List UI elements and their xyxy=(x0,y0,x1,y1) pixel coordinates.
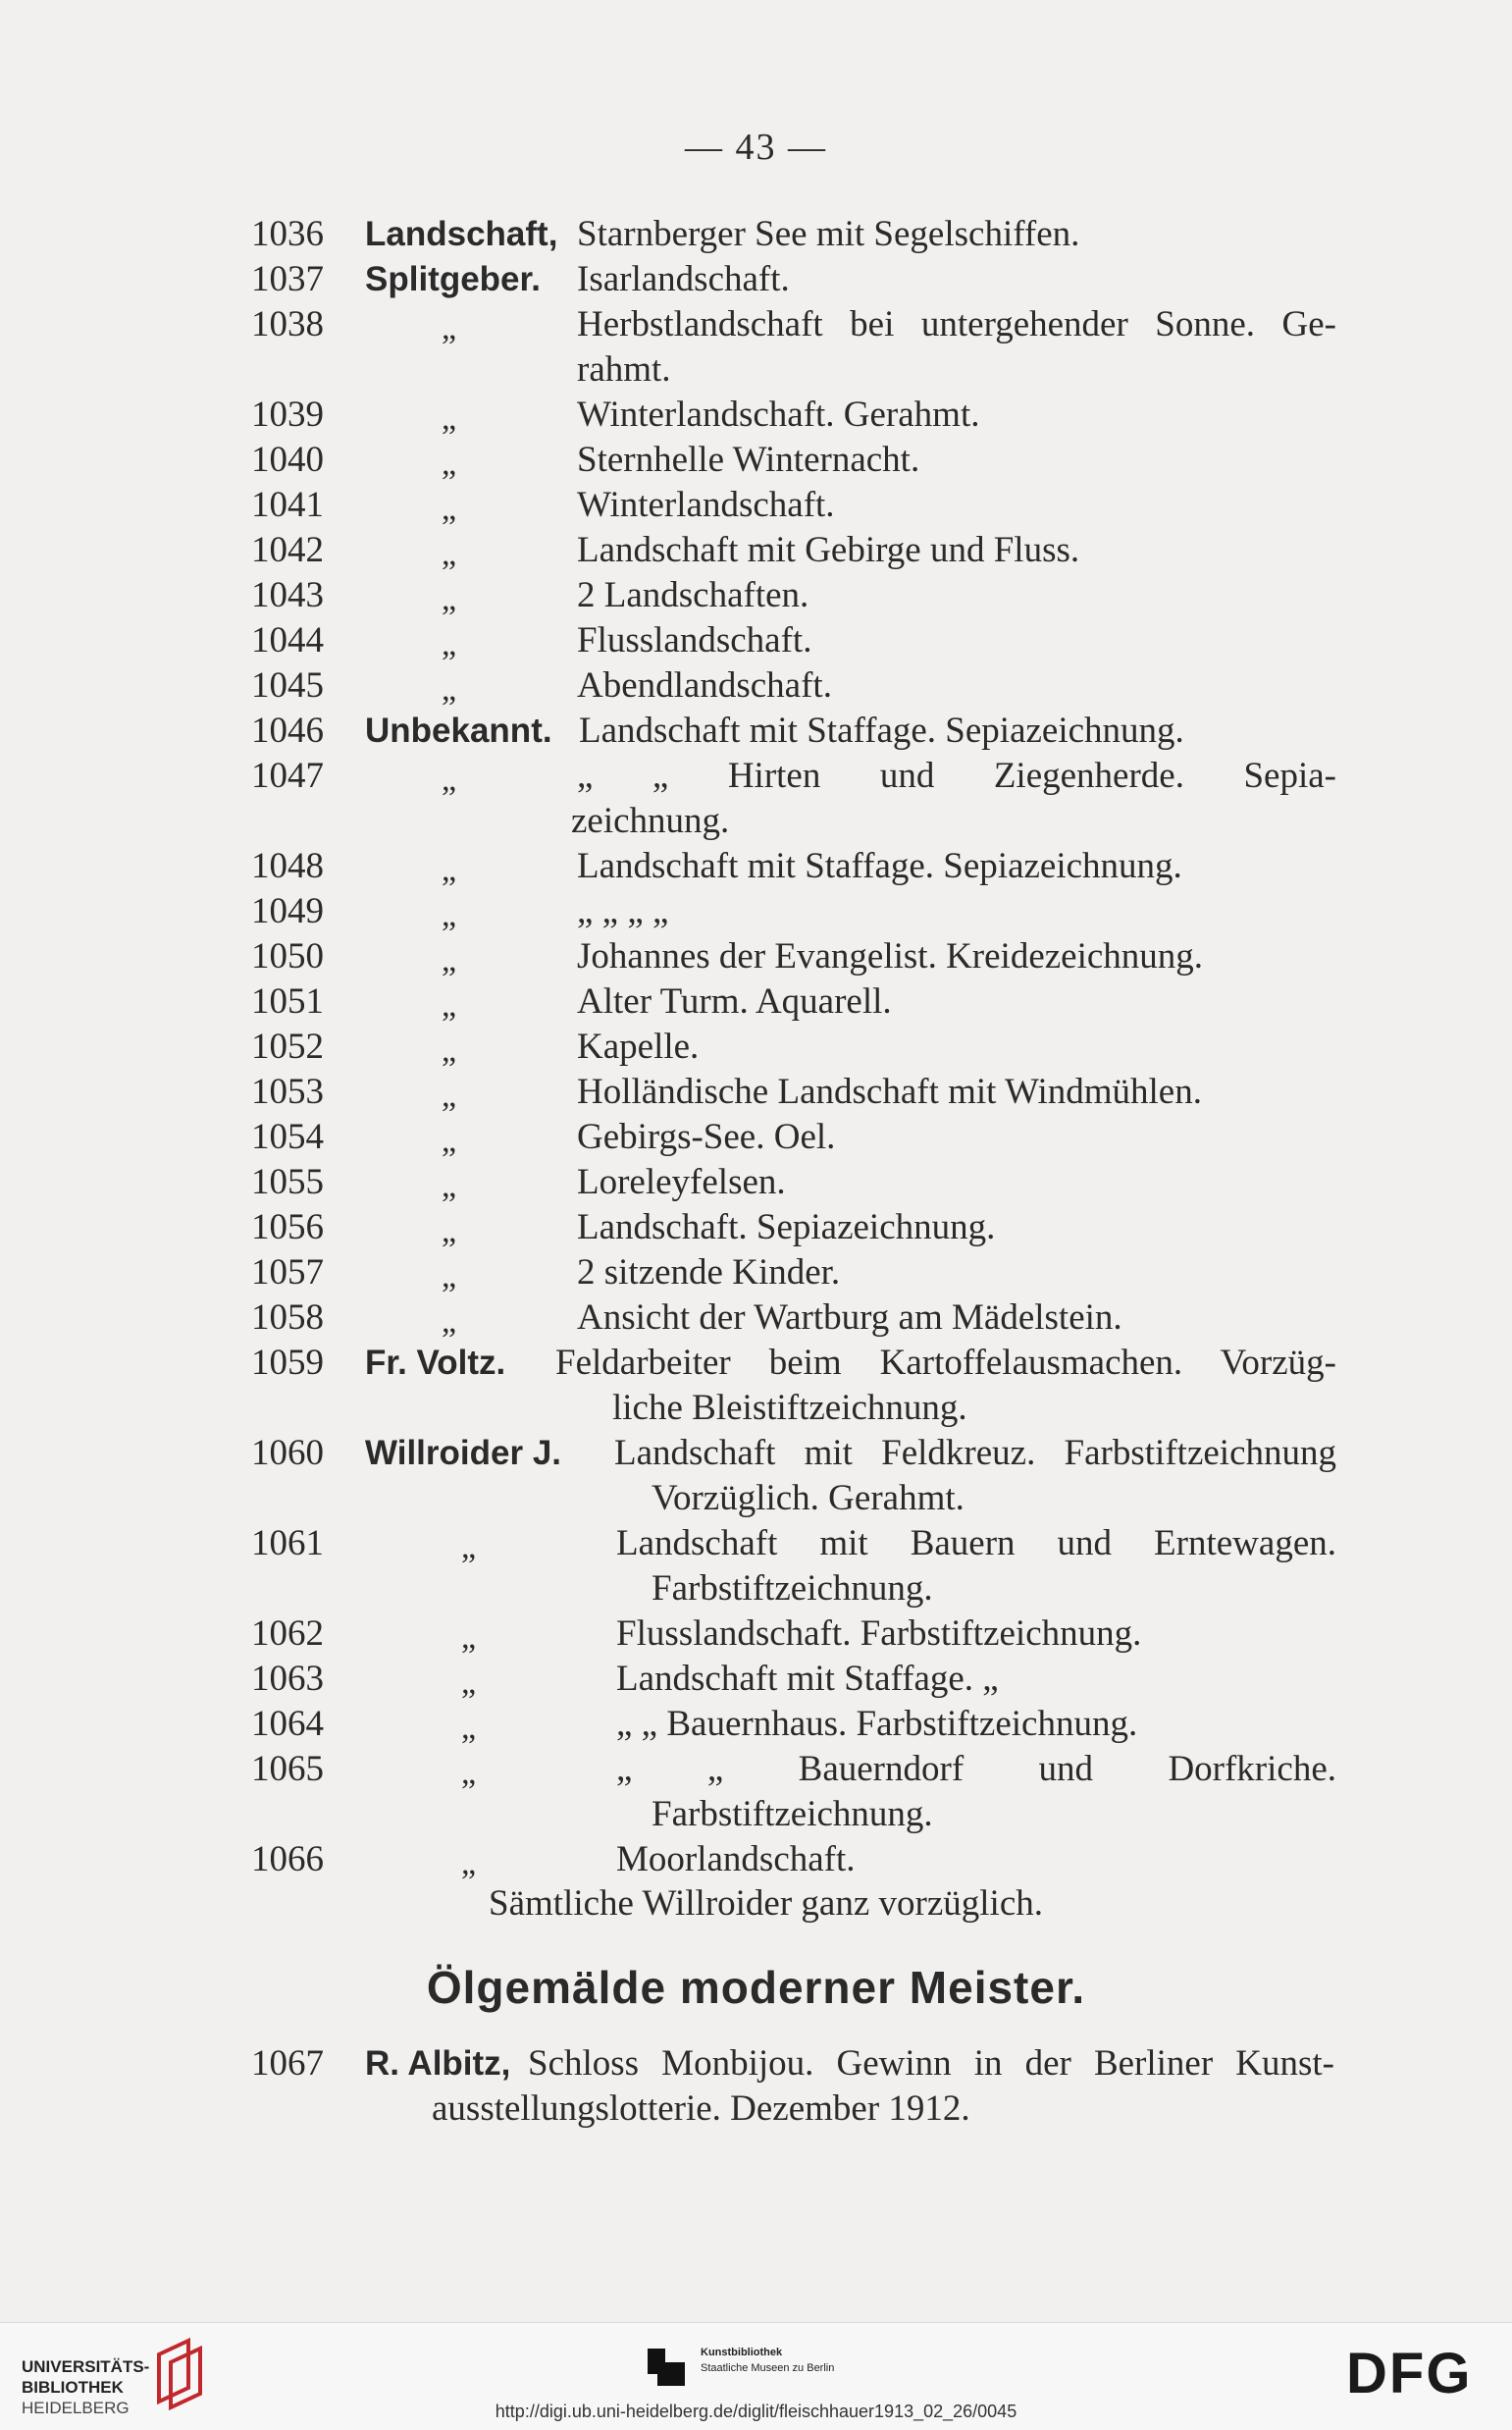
entry-description-line1: 2 Landschaften. xyxy=(577,575,809,615)
dfg-logo: DFG xyxy=(1346,2342,1473,2405)
entry-description xyxy=(577,889,668,934)
entry-description-line1: Ansicht der Wartburg am Mädelstein. xyxy=(577,1297,1122,1338)
entry-description-line1: Loreleyfelsen. xyxy=(577,1162,786,1202)
entry-number: 1060 xyxy=(251,1433,324,1473)
entry-description-line1: Landschaft. Sepiazeichnung. xyxy=(577,1207,996,1247)
entry-number: 1038 xyxy=(251,304,324,344)
entry-description-line1: Flusslandschaft. xyxy=(577,620,812,660)
entry-description xyxy=(577,754,1336,799)
entry-number: 1044 xyxy=(251,620,324,660)
entry-description xyxy=(616,1657,999,1702)
catalog-entry xyxy=(0,438,1512,483)
entry-description xyxy=(577,1205,995,1250)
catalog-entry xyxy=(0,393,1512,438)
entry-ditto-mark: „ xyxy=(461,1755,477,1791)
entry-description-line1: Isarlandschaft. xyxy=(577,259,790,299)
entry-number: 1063 xyxy=(251,1659,324,1699)
catalog-entry xyxy=(0,257,1512,302)
entry-ditto-mark: „ xyxy=(442,897,457,933)
entry-artist: Landschaft, xyxy=(365,215,558,253)
entry-description xyxy=(577,1070,1202,1115)
entry-description xyxy=(616,1702,1137,1747)
catalog-entry xyxy=(0,212,1512,257)
entry-description-line1: Schloss Monbijou. Gewinn in der Berliner Kunst- xyxy=(528,2043,1334,2084)
catalog-entry xyxy=(0,934,1512,979)
entry-ditto-mark: „ xyxy=(442,581,457,617)
catalog-entry xyxy=(0,889,1512,934)
entry-description xyxy=(555,1341,1336,1386)
entry-number: 1045 xyxy=(251,665,324,706)
entry-number: 1039 xyxy=(251,395,324,435)
catalog-entry xyxy=(0,1657,1512,1702)
entry-artist: R. Albitz, xyxy=(365,2044,511,2083)
entry-ditto-mark: „ xyxy=(461,1619,477,1656)
entry-artist: Splitgeber. xyxy=(365,260,541,298)
catalog-entry xyxy=(0,573,1512,618)
entry-description-line2: ausstellungslotterie. Dezember 1912. xyxy=(432,2088,970,2129)
entry-description xyxy=(577,1250,840,1295)
entry-description-line2: rahmt. xyxy=(577,349,671,390)
catalog-entries xyxy=(0,212,1512,1882)
entry-description xyxy=(616,1747,1336,1792)
willroider-summary: Sämtliche Willroider ganz vorzüglich. xyxy=(489,1883,1043,1924)
entry-number: 1048 xyxy=(251,846,324,886)
catalog-entry xyxy=(0,528,1512,573)
kunstbibliothek-logo-icon xyxy=(644,2345,689,2390)
catalog-entry xyxy=(0,1611,1512,1657)
entry-description-line1: Landschaft mit Staffage. Sepiazeichnung. xyxy=(579,711,1184,751)
entry-ditto-mark: „ xyxy=(442,626,457,662)
entry-ditto-mark: „ xyxy=(442,310,457,346)
entry-description-line1: Landschaft mit Gebirge und Fluss. xyxy=(577,530,1080,570)
section-heading: Ölgemälde moderner Meister. xyxy=(426,1962,1086,2013)
catalog-entry xyxy=(0,1115,1512,1160)
entry-description-line1: Alter Turm. Aquarell. xyxy=(577,981,892,1022)
entry-number: 1049 xyxy=(251,891,324,931)
entry-ditto-mark: „ xyxy=(442,491,457,527)
entry-ditto-mark: „ xyxy=(442,446,457,482)
entry-description xyxy=(577,1160,786,1205)
entry-description-line2: Vorzüglich. Gerahmt. xyxy=(652,1478,965,1518)
catalog-entry xyxy=(0,618,1512,663)
ub-line3: HEIDELBERG xyxy=(22,2399,130,2417)
ub-line2: BIBLIOTHEK xyxy=(22,2378,124,2397)
entry-ditto-mark: „ xyxy=(442,852,457,888)
entry-description-line1: Sternhelle Winternacht. xyxy=(577,440,920,480)
entry-number: 1064 xyxy=(251,1704,324,1744)
entry-description xyxy=(616,1837,856,1882)
entry-description-line1: „ „ „ „ xyxy=(577,891,669,931)
entry-number: 1057 xyxy=(251,1252,324,1293)
entry-ditto-mark: „ xyxy=(442,536,457,572)
entry-ditto-mark: „ xyxy=(461,1529,477,1565)
entry-description-line1: „ „ Bauerndorf und Dorfkriche. xyxy=(616,1749,1336,1789)
entry-description-line1: Feldarbeiter beim Kartoffelausmachen. Vorzüg- xyxy=(555,1343,1336,1383)
entry-description xyxy=(577,663,832,709)
entry-number: 1052 xyxy=(251,1027,324,1067)
entry-artist: Fr. Voltz. xyxy=(365,1344,506,1382)
entry-description-line1: Winterlandschaft. Gerahmt. xyxy=(577,395,980,435)
entry-number: 1058 xyxy=(251,1297,324,1338)
kb-line2: Staatliche Museen zu Berlin xyxy=(701,2362,835,2374)
entry-ditto-mark: „ xyxy=(442,942,457,978)
catalog-entry xyxy=(0,1295,1512,1341)
entry-ditto-mark: „ xyxy=(442,1123,457,1159)
entry-number: 1053 xyxy=(251,1072,324,1112)
entry-description xyxy=(614,1431,1336,1476)
entry-number: 1041 xyxy=(251,485,324,525)
catalog-entry xyxy=(0,302,1512,393)
entry-description-line1: Johannes der Evangelist. Kreidezeichnung. xyxy=(577,936,1204,977)
entry-number: 1062 xyxy=(251,1613,324,1654)
entry-ditto-mark: „ xyxy=(442,762,457,798)
entry-description-line2: Farbstiftzeichnung. xyxy=(652,1568,933,1609)
entry-number: 1036 xyxy=(251,214,324,254)
entry-description xyxy=(577,257,790,302)
entry-number: 1054 xyxy=(251,1117,324,1157)
catalog-entry xyxy=(0,483,1512,528)
entry-number: 1056 xyxy=(251,1207,324,1247)
catalog-entry xyxy=(0,663,1512,709)
entry-number: 1043 xyxy=(251,575,324,615)
entry-description-line1: Landschaft mit Staffage. Sepiazeichnung. xyxy=(577,846,1182,886)
entry-number: 1047 xyxy=(251,756,324,796)
entry-description-line1: Gebirgs-See. Oel. xyxy=(577,1117,836,1157)
entry-description-line1: Landschaft mit Feldkreuz. Farbstiftzeichnung xyxy=(614,1433,1336,1473)
kunstbibliothek-text xyxy=(701,2345,834,2376)
ub-line1: UNIVERSITÄTS- xyxy=(22,2357,150,2376)
entry-description xyxy=(577,393,980,438)
entry-ditto-mark: „ xyxy=(461,1845,477,1881)
entry-description xyxy=(577,618,811,663)
entry-number: 1059 xyxy=(251,1343,324,1383)
entry-description-line2: zeichnung. xyxy=(571,801,730,841)
page-number: — 43 — xyxy=(685,127,827,168)
catalog-entry xyxy=(0,1025,1512,1070)
catalog-entry xyxy=(0,1837,1512,1882)
catalog-entry xyxy=(0,1341,1512,1431)
entry-description-line1: „ „ Hirten und Ziegenherde. Sepia- xyxy=(577,756,1336,796)
entry-number: 1065 xyxy=(251,1749,324,1789)
entry-artist: Unbekannt. xyxy=(365,712,552,750)
entry-ditto-mark: „ xyxy=(442,400,457,437)
entry-description xyxy=(616,1611,1141,1657)
catalog-entry xyxy=(0,1250,1512,1295)
entry-description xyxy=(577,979,892,1025)
catalog-entry xyxy=(0,1205,1512,1250)
catalog-entry xyxy=(0,1747,1512,1837)
entry-description xyxy=(577,573,808,618)
entry-ditto-mark: „ xyxy=(442,987,457,1024)
entry-number: 1037 xyxy=(251,259,324,299)
catalog-entry xyxy=(0,979,1512,1025)
entry-number: 1042 xyxy=(251,530,324,570)
entry-description-line1: Winterlandschaft. xyxy=(577,485,835,525)
entry-number: 1066 xyxy=(251,1839,324,1879)
footer-bar xyxy=(0,2322,1512,2430)
entry-description xyxy=(577,528,1079,573)
entry-number: 1046 xyxy=(251,711,324,751)
entry-description-line2: liche Bleistiftzeichnung. xyxy=(612,1388,967,1428)
entry-description-line2: Farbstiftzeichnung. xyxy=(652,1794,933,1834)
entry-description xyxy=(577,1025,699,1070)
entry-description-line1: Moorlandschaft. xyxy=(616,1839,856,1879)
entry-description-line1: Landschaft mit Bauern und Erntewagen. xyxy=(616,1523,1336,1563)
entry-description-line1: Landschaft mit Staffage. „ xyxy=(616,1659,999,1699)
entry-description xyxy=(577,1295,1122,1341)
entry-description-line1: Abendlandschaft. xyxy=(577,665,832,706)
catalog-entry xyxy=(0,844,1512,889)
entry-description xyxy=(579,709,1184,754)
entry-number: 1040 xyxy=(251,440,324,480)
entry-ditto-mark: „ xyxy=(442,671,457,708)
entry-ditto-mark: „ xyxy=(442,1303,457,1340)
entry-number: 1067 xyxy=(251,2043,324,2084)
entry-description-line1: Starnberger See mit Segelschiffen. xyxy=(577,214,1080,254)
entry-description-line1: Herbstlandschaft bei untergehender Sonne. Ge- xyxy=(577,304,1336,344)
entry-ditto-mark: „ xyxy=(442,1258,457,1294)
entry-description-line1: „ „ Bauernhaus. Farbstiftzeichnung. xyxy=(616,1704,1138,1744)
entry-ditto-mark: „ xyxy=(442,1213,457,1249)
entry-number: 1050 xyxy=(251,936,324,977)
kb-line1: Kunstbibliothek xyxy=(701,2347,783,2358)
entry-description xyxy=(577,302,1336,347)
entry-description xyxy=(577,1115,835,1160)
entry-ditto-mark: „ xyxy=(442,1032,457,1069)
entry-description-line1: Kapelle. xyxy=(577,1027,700,1067)
catalog-entry xyxy=(0,1702,1512,1747)
catalog-entry xyxy=(0,754,1512,844)
source-url[interactable]: http://digi.ub.uni-heidelberg.de/diglit/fleischhauer1913_02_26/0045 xyxy=(495,2402,1017,2421)
entry-description-line1: Flusslandschaft. Farbstiftzeichnung. xyxy=(616,1613,1142,1654)
entry-description xyxy=(577,483,835,528)
catalog-entry xyxy=(0,1160,1512,1205)
catalog-entry xyxy=(0,1070,1512,1115)
entry-description xyxy=(577,844,1182,889)
entry-ditto-mark: „ xyxy=(442,1078,457,1114)
entry-ditto-mark: „ xyxy=(442,1168,457,1204)
catalog-entry xyxy=(0,709,1512,754)
entry-description xyxy=(577,438,919,483)
entry-description-line1: 2 sitzende Kinder. xyxy=(577,1252,841,1293)
entry-ditto-mark: „ xyxy=(461,1664,477,1701)
entry-number: 1055 xyxy=(251,1162,324,1202)
catalog-entry xyxy=(0,1521,1512,1611)
entry-description-line1: Holländische Landschaft mit Windmühlen. xyxy=(577,1072,1202,1112)
entry-number: 1061 xyxy=(251,1523,324,1563)
entry-description xyxy=(577,934,1203,979)
entry-artist: Willroider J. xyxy=(365,1434,562,1472)
ub-heidelberg-logo-icon xyxy=(149,2333,212,2411)
entry-number: 1051 xyxy=(251,981,324,1022)
entry-description xyxy=(577,212,1079,257)
catalog-entry xyxy=(0,1431,1512,1521)
entry-description xyxy=(616,1521,1336,1566)
entry-ditto-mark: „ xyxy=(461,1710,477,1746)
